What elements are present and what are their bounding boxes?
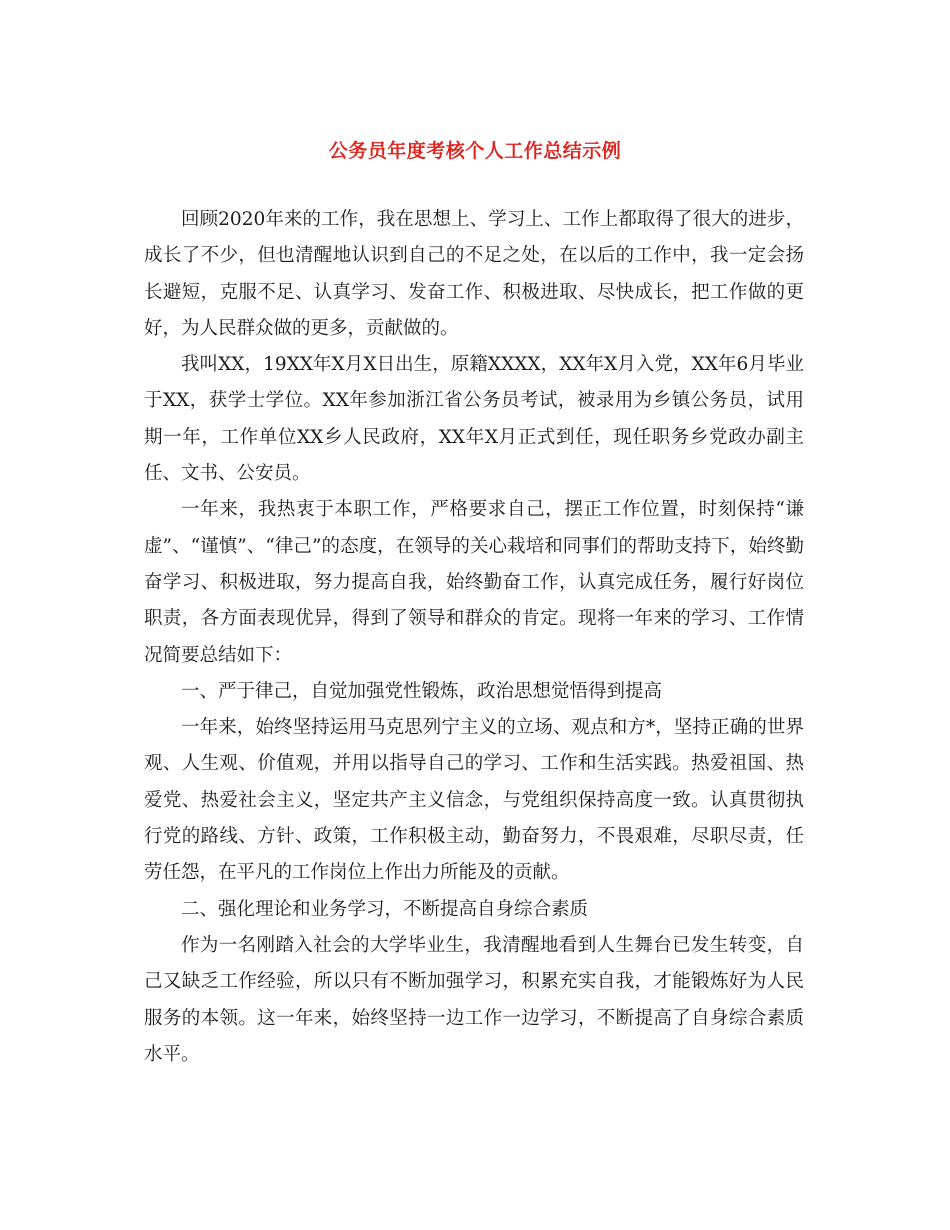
paragraph-intro: 回顾2020年来的工作，我在思想上、学习上、工作上都取得了很大的进步，成长了不少，但也清醒地认识到自己的不足之处，在以后的工作中，我一定会扬长避短，克服不足、认真学习、发奋工作、积极进取、尽快成长，把工作做的更好，为人民群众做的更多，贡献做的。 [144,209,804,339]
section-heading-1: 一、严于律己，自觉加强党性锻炼，政治思想觉悟得到提高 [181,680,663,702]
document-body [144,202,804,1073]
section-heading-2: 二、强化理论和业务学习，不断提高自身综合素质 [181,898,589,920]
paragraph-section-2: 作为一名刚踏入社会的大学毕业生，我清醒地看到人生舞台已发生转变，自己又缺乏工作经验，所以只有不断加强学习，积累充实自我，才能锻炼好为人民服务的本领。这一年来，始终坚持一边工作一边学习，不断提高了自身综合素质水平。 [144,934,804,1065]
paragraph-personal-info: 我叫XX，19XX年X月X日出生，原籍XXXX，XX年X月入党，XX年6月毕业于XX，获学士学位。XX年参加浙江省公务员考试，被录用为乡镇公务员，试用期一年，工作单位XX乡人民政府，XX年X月正式到任，现任职务乡党政办副主任、文书、公安员。 [144,354,804,485]
document-title: 公务员年度考核个人工作总结示例 [328,140,622,162]
paragraph-section-1: 一年来，始终坚持运用马克思列宁主义的立场、观点和方*，坚持正确的世界观、人生观、价值观，并用以指导自己的学习、工作和生活实践。热爱祖国、热爱党、热爱社会主义，坚定共产主义信念，与党组织保持高度一致。认真贯彻执行党的路线、方针、政策，工作积极主动，勤奋努力，不畏艰难，尽职尽责，任劳任怨，在平凡的工作岗位上作出力所能及的贡献。 [144,717,804,884]
paragraph-overview: 一年来，我热衷于本职工作，严格要求自己，摆正工作位置，时刻保持“谦虚”、“谨慎”、“律己”的态度，在领导的关心栽培和同事们的帮助支持下，始终勤奋学习、积极进取，努力提高自我，始终勤奋工作，认真完成任务，履行好岗位职责，各方面表现优异，得到了领导和群众的肯定。现将一年来的学习、工作情况简要总结如下： [144,499,804,666]
